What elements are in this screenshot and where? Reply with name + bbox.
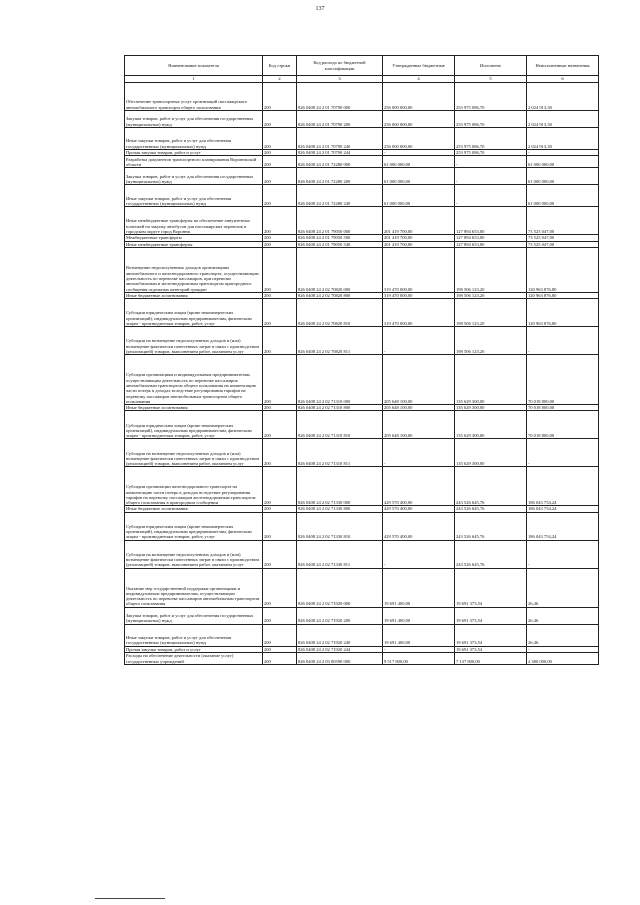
executed-amount-cell: 253 975 086,70 xyxy=(455,111,527,128)
header-indicator-name: Наименование показателя xyxy=(125,56,263,76)
line-code-cell: 200 xyxy=(263,540,297,568)
line-code-cell: 200 xyxy=(263,207,297,235)
expense-code-cell: 826 0408 24 2 02 70820 000 xyxy=(297,247,383,292)
approved-amount-cell: - xyxy=(383,540,455,568)
unexecuted-amount-cell: 120 963 876,80 xyxy=(527,292,599,298)
unexecuted-amount-cell: - xyxy=(527,327,599,355)
approved-amount-cell: 319 470 000,00 xyxy=(383,299,455,327)
approved-amount-cell: 201 419 700,00 xyxy=(383,235,455,241)
indicator-name-cell: Субсидии юридическим лицам (кроме некоммерческих организаций), индивидуальным предпринимателям, физическим лицам - производителям товаров, работ, услуг xyxy=(125,512,263,540)
unexecuted-amount-cell: 26,46 xyxy=(527,568,599,607)
approved-amount-cell: - xyxy=(383,327,455,355)
table-row xyxy=(125,568,599,607)
approved-amount-cell: 61 000 000,00 xyxy=(383,168,455,185)
executed-amount-cell: - xyxy=(455,156,527,168)
unexecuted-amount-cell: 70 018 800,00 xyxy=(527,355,599,405)
line-code-cell: 200 xyxy=(263,568,297,607)
indicator-name-cell: Расходы на обеспечение деятельности (оказание услуг) государственных учреждений xyxy=(125,653,263,665)
executed-amount-cell: 127 894 653,00 xyxy=(455,207,527,235)
approved-amount-cell: 19 691 400,00 xyxy=(383,624,455,646)
indicator-name-cell: Иные закупки товаров, работ и услуг для обеспечения государственных (муниципальных) нужд xyxy=(125,185,263,207)
indicator-name-cell: Субсидии на возмещение недополученных доходов и (или) возмещение фактически понесенных затрат в связи с производством (реализацией) товаров, выполнением работ, оказанием услуг xyxy=(125,327,263,355)
indicator-name-cell: Субсидии юридическим лицам (кроме некоммерческих организаций), индивидуальным предпринимателям, физическим лицам - производителям товаров, работ, услуг xyxy=(125,299,263,327)
executed-amount-cell: 243 526 645,76 xyxy=(455,512,527,540)
table-row xyxy=(125,185,599,207)
approved-amount-cell: 19 691 400,00 xyxy=(383,568,455,607)
header-executed: Исполнено xyxy=(455,56,527,76)
table-header-row xyxy=(125,56,599,76)
unexecuted-amount-cell: 73 525 047,00 xyxy=(527,235,599,241)
unexecuted-amount-cell: 26,46 xyxy=(527,624,599,646)
table-row xyxy=(125,540,599,568)
approved-amount-cell: 61 000 000,00 xyxy=(383,185,455,207)
indicator-name-cell: Обеспечение транспортных услуг организаций пассажирского автомобильного транспорта общего пользования xyxy=(125,83,263,111)
table-row xyxy=(125,111,599,128)
expense-code-cell: 826 0408 24 2 03 00590 000 xyxy=(297,653,383,665)
unexecuted-amount-cell: - xyxy=(527,540,599,568)
unexecuted-amount-cell: 26,46 xyxy=(527,607,599,624)
indicator-name-cell: Иные межбюджетные трансферты на обеспечение аннуитетных платежей на закупку автобусов для пассажирских перевозок в городском округе город Воронеж xyxy=(125,207,263,235)
approved-amount-cell: 9 517 800,00 xyxy=(383,653,455,665)
indicator-name-cell: Иные закупки товаров, работ и услуг для обеспечения государственных (муниципальных) нужд xyxy=(125,128,263,150)
line-code-cell: 200 xyxy=(263,624,297,646)
approved-amount-cell: 205 648 100,00 xyxy=(383,411,455,439)
unexecuted-amount-cell: 61 000 000,00 xyxy=(527,168,599,185)
line-code-cell: 200 xyxy=(263,292,297,298)
executed-amount-cell: 19 691 373,54 xyxy=(455,607,527,624)
table-row xyxy=(125,247,599,292)
expense-code-cell: 826 0408 24 2 02 70820 800 xyxy=(297,292,383,298)
table-row xyxy=(125,653,599,665)
line-code-cell: 200 xyxy=(263,185,297,207)
header-unexecuted: Неисполненные назначения xyxy=(527,56,599,76)
table-row xyxy=(125,299,599,327)
executed-amount-cell: 19 691 373,54 xyxy=(455,646,527,652)
unexecuted-amount-cell: 73 525 047,00 xyxy=(527,241,599,247)
approved-amount-cell: - xyxy=(383,646,455,652)
line-code-cell: 200 xyxy=(263,235,297,241)
approved-amount-cell: 256 000 000,00 xyxy=(383,128,455,150)
approved-amount-cell: 429 570 400,00 xyxy=(383,512,455,540)
executed-amount-cell: 19 691 373,54 xyxy=(455,624,527,646)
column-number: 1 xyxy=(125,76,263,83)
approved-amount-cell: 256 000 000,00 xyxy=(383,83,455,111)
unexecuted-amount-cell: 73 525 047,00 xyxy=(527,207,599,235)
executed-amount-cell: 135 629 300,00 xyxy=(455,405,527,411)
expense-code-cell: 826 0408 24 2 02 71920 240 xyxy=(297,624,383,646)
indicator-name-cell: Закупка товаров, работ и услуг для обеспечения государственных (муниципальных) нужд xyxy=(125,607,263,624)
unexecuted-amount-cell: - xyxy=(527,150,599,156)
line-code-cell: 200 xyxy=(263,83,297,111)
expense-code-cell: 826 0408 24 2 01 72280 000 xyxy=(297,156,383,168)
indicator-name-cell: Субсидии организации железнодорожного транспорта на компенсацию части потерь в доходах вследствие регулирования тарифов на перевозку пассажиров железнодорожным транспортом общего пользования в пригородном сообщении xyxy=(125,467,263,506)
approved-amount-cell: 256 000 000,00 xyxy=(383,111,455,128)
unexecuted-amount-cell: 186 043 754,24 xyxy=(527,467,599,506)
indicator-name-cell: Иные межбюджетные трансферты xyxy=(125,241,263,247)
approved-amount-cell: 429 570 400,00 xyxy=(383,467,455,506)
table-row xyxy=(125,83,599,111)
line-code-cell: 200 xyxy=(263,168,297,185)
expense-code-cell: 826 0408 24 2 01 70790 240 xyxy=(297,128,383,150)
unexecuted-amount-cell: 2 024 913,30 xyxy=(527,83,599,111)
indicator-name-cell: Закупка товаров, работ и услуг для обеспечения государственных (муниципальных) нужд xyxy=(125,111,263,128)
line-code-cell: 200 xyxy=(263,506,297,512)
expense-code-cell: 826 0408 24 2 02 71330 810 xyxy=(297,512,383,540)
expense-code-cell: 826 0408 24 2 02 71330 000 xyxy=(297,467,383,506)
expense-code-cell: 826 0408 24 2 02 71330 800 xyxy=(297,506,383,512)
executed-amount-cell: 253 975 086,70 xyxy=(455,83,527,111)
expense-code-cell: 826 0408 24 2 02 71920 244 xyxy=(297,646,383,652)
indicator-name-cell: Закупка товаров, работ и услуг для обеспечения государственных (муниципальных) нужд xyxy=(125,168,263,185)
expense-code-cell: 826 0408 24 2 02 71920 200 xyxy=(297,607,383,624)
indicator-name-cell: Иные бюджетные ассигнования xyxy=(125,506,263,512)
footnote-divider xyxy=(95,898,165,899)
column-number: 2 xyxy=(263,76,297,83)
unexecuted-amount-cell: 70 018 800,00 xyxy=(527,405,599,411)
header-expense-code: Код расхода по бюджетной классификации xyxy=(297,56,383,76)
indicator-name-cell: Иные бюджетные ассигнования xyxy=(125,292,263,298)
line-code-cell: 200 xyxy=(263,653,297,665)
table-row xyxy=(125,355,599,405)
expense-code-cell: 826 0408 24 2 02 71310 000 xyxy=(297,355,383,405)
unexecuted-amount-cell: 186 043 754,24 xyxy=(527,512,599,540)
unexecuted-amount-cell: 2 024 913,30 xyxy=(527,111,599,128)
unexecuted-amount-cell: - xyxy=(527,646,599,652)
expense-code-cell: 826 0408 24 2 01 70790 244 xyxy=(297,150,383,156)
approved-amount-cell: 319 470 000,00 xyxy=(383,292,455,298)
approved-amount-cell: 429 570 400,00 xyxy=(383,506,455,512)
expense-code-cell: 826 0408 24 2 02 70820 810 xyxy=(297,299,383,327)
approved-amount-cell: 205 648 100,00 xyxy=(383,405,455,411)
approved-amount-cell: 201 419 700,00 xyxy=(383,207,455,235)
executed-amount-cell: 19 691 373,54 xyxy=(455,568,527,607)
table-row xyxy=(125,327,599,355)
table-row xyxy=(125,439,599,467)
indicator-name-cell: Оказание мер государственной поддержки организациям и индивидуальным предпринимателям, осуществляющим деятельность по перевозке пассажиров автомобильным транспортом общего пользования xyxy=(125,568,263,607)
executed-amount-cell: 135 629 300,00 xyxy=(455,355,527,405)
indicator-name-cell: Межбюджетные трансферты xyxy=(125,235,263,241)
expense-code-cell: 826 0408 24 2 02 71310 810 xyxy=(297,411,383,439)
column-number: 5 xyxy=(455,76,527,83)
indicator-name-cell: Субсидии организациям и индивидуальным предпринимателям, осуществляющим деятельность по перевозке пассажиров автомобильным транспортом общего пользования на компенсацию части потерь в доходах вследствие регулирования тарифов на перевозку пассажиров автомобильным транспортом общего пользования xyxy=(125,355,263,405)
table-row xyxy=(125,168,599,185)
table-row xyxy=(125,624,599,646)
line-code-cell: 200 xyxy=(263,150,297,156)
line-code-cell: 200 xyxy=(263,467,297,506)
table-row xyxy=(125,607,599,624)
executed-amount-cell: 127 894 653,00 xyxy=(455,235,527,241)
line-code-cell: 200 xyxy=(263,156,297,168)
table-row xyxy=(125,411,599,439)
executed-amount-cell: 243 526 645,76 xyxy=(455,467,527,506)
executed-amount-cell: 253 975 086,70 xyxy=(455,150,527,156)
indicator-name-cell: Прочая закупка товаров, работ и услуг xyxy=(125,646,263,652)
approved-amount-cell: - xyxy=(383,439,455,467)
executed-amount-cell: 7 137 800,00 xyxy=(455,653,527,665)
indicator-name-cell: Иные закупки товаров, работ и услуг для обеспечения государственных (муниципальных) нужд xyxy=(125,624,263,646)
approved-amount-cell: 19 691 400,00 xyxy=(383,607,455,624)
expense-code-cell: 826 0408 24 2 01 79050 500 xyxy=(297,235,383,241)
indicator-name-cell: Субсидии на возмещение недополученных доходов и (или) возмещение фактически понесенных затрат в связи с производством (реализацией) товаров, выполнением работ, оказанием услуг xyxy=(125,540,263,568)
page-number: 137 xyxy=(315,6,325,12)
line-code-cell: 200 xyxy=(263,128,297,150)
line-code-cell: 200 xyxy=(263,355,297,405)
approved-amount-cell: 205 648 100,00 xyxy=(383,355,455,405)
unexecuted-amount-cell: 120 963 876,80 xyxy=(527,299,599,327)
unexecuted-amount-cell: 61 000 000,00 xyxy=(527,156,599,168)
expense-code-cell: 826 0408 24 2 02 71310 811 xyxy=(297,439,383,467)
approved-amount-cell: 61 000 000,00 xyxy=(383,156,455,168)
unexecuted-amount-cell: 61 000 000,00 xyxy=(527,185,599,207)
unexecuted-amount-cell: 70 018 800,00 xyxy=(527,411,599,439)
executed-amount-cell: 198 506 123,20 xyxy=(455,247,527,292)
executed-amount-cell: 127 894 653,00 xyxy=(455,241,527,247)
indicator-name-cell: Субсидии на возмещение недополученных доходов и (или) возмещение фактически понесенных затрат в связи с производством (реализацией) товаров, выполнением работ, оказанием услуг xyxy=(125,439,263,467)
line-code-cell: 200 xyxy=(263,411,297,439)
expense-code-cell: 826 0408 24 2 01 72280 200 xyxy=(297,168,383,185)
expense-code-cell: 826 0408 24 2 02 71330 811 xyxy=(297,540,383,568)
line-code-cell: 200 xyxy=(263,241,297,247)
approved-amount-cell: - xyxy=(383,150,455,156)
indicator-name-cell: Разработка документов транспортного планирования Воронежской области xyxy=(125,156,263,168)
table-row xyxy=(125,156,599,168)
executed-amount-cell: 243 526 645,76 xyxy=(455,540,527,568)
unexecuted-amount-cell: 186 043 754,24 xyxy=(527,506,599,512)
line-code-cell: 200 xyxy=(263,299,297,327)
column-number: 4 xyxy=(383,76,455,83)
executed-amount-cell: 243 526 645,76 xyxy=(455,506,527,512)
executed-amount-cell: 253 975 086,70 xyxy=(455,128,527,150)
executed-amount-cell: - xyxy=(455,168,527,185)
executed-amount-cell: 135 629 300,00 xyxy=(455,411,527,439)
line-code-cell: 200 xyxy=(263,439,297,467)
line-code-cell: 200 xyxy=(263,512,297,540)
table-row xyxy=(125,467,599,506)
unexecuted-amount-cell: 2 024 913,30 xyxy=(527,128,599,150)
line-code-cell: 200 xyxy=(263,247,297,292)
table-row xyxy=(125,207,599,235)
unexecuted-amount-cell: - xyxy=(527,439,599,467)
table-row xyxy=(125,512,599,540)
expense-code-cell: 826 0408 24 2 02 71920 000 xyxy=(297,568,383,607)
executed-amount-cell: 198 506 123,20 xyxy=(455,292,527,298)
indicator-name-cell: Субсидии юридическим лицам (кроме некоммерческих организаций), индивидуальным предпринимателям, физическим лицам - производителям товаров, работ, услуг xyxy=(125,411,263,439)
expense-code-cell: 826 0408 24 2 02 71310 800 xyxy=(297,405,383,411)
unexecuted-amount-cell: 120 963 876,80 xyxy=(527,247,599,292)
executed-amount-cell: - xyxy=(455,185,527,207)
column-number-row xyxy=(125,76,599,83)
header-approved: Утвержденные бюджетные xyxy=(383,56,455,76)
approved-amount-cell: 319 470 000,00 xyxy=(383,247,455,292)
expense-code-cell: 826 0408 24 2 01 70790 200 xyxy=(297,111,383,128)
approved-amount-cell: 201 419 700,00 xyxy=(383,241,455,247)
expense-code-cell: 826 0408 24 2 01 79050 000 xyxy=(297,207,383,235)
indicator-name-cell: Прочая закупка товаров, работ и услуг xyxy=(125,150,263,156)
line-code-cell: 200 xyxy=(263,405,297,411)
budget-execution-table xyxy=(124,55,599,665)
header-line-code: Код строки xyxy=(263,56,297,76)
indicator-name-cell: Иные бюджетные ассигнования xyxy=(125,405,263,411)
executed-amount-cell: 135 629 300,00 xyxy=(455,439,527,467)
line-code-cell: 200 xyxy=(263,111,297,128)
expense-code-cell: 826 0408 24 2 01 70790 000 xyxy=(297,83,383,111)
line-code-cell: 200 xyxy=(263,327,297,355)
executed-amount-cell: 198 506 123,20 xyxy=(455,299,527,327)
expense-code-cell: 826 0408 24 2 01 72280 240 xyxy=(297,185,383,207)
indicator-name-cell: Возмещение недополученных доходов организациям автомобильного и железнодорожного транспорта, осуществляющим деятельность по перевозке пассажиров, при перевозке автомобильным и железнодорожным транспортом пригородного сообщения отдельных категорий граждан xyxy=(125,247,263,292)
executed-amount-cell: 198 506 123,20 xyxy=(455,327,527,355)
table-body xyxy=(125,83,599,665)
line-code-cell: 200 xyxy=(263,646,297,652)
column-number: 3 xyxy=(297,76,383,83)
expense-code-cell: 826 0408 24 2 02 70820 811 xyxy=(297,327,383,355)
unexecuted-amount-cell: 2 380 000,00 xyxy=(527,653,599,665)
column-number: 6 xyxy=(527,76,599,83)
table-row xyxy=(125,128,599,150)
line-code-cell: 200 xyxy=(263,607,297,624)
expense-code-cell: 826 0408 24 2 01 79050 540 xyxy=(297,241,383,247)
